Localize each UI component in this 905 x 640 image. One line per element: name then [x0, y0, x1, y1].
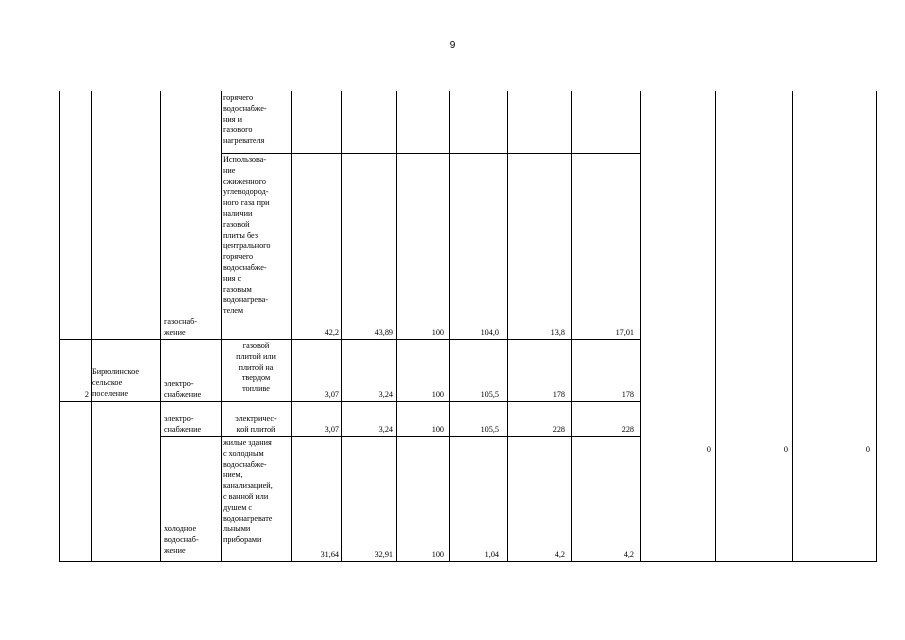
col-border: [91, 91, 92, 562]
value-cell: 4,2: [554, 550, 565, 559]
settlement-cell: Бирюлинское сельское поселение: [92, 367, 139, 398]
value-cell: 228: [552, 425, 565, 434]
value-cell: 100: [431, 390, 444, 399]
col-border: [876, 91, 877, 562]
col-border: [291, 91, 292, 562]
value-cell: 4,2: [623, 550, 634, 559]
row-divider: [160, 436, 640, 437]
right-value-cell: 0: [783, 445, 788, 454]
row-divider: [59, 401, 640, 402]
value-cell: 100: [431, 328, 444, 337]
value-cell: 1,04: [484, 550, 499, 559]
table-bottom-border: [59, 561, 876, 562]
col-border: [571, 91, 572, 562]
value-cell: 3,24: [378, 390, 393, 399]
service-cell: электро- снабжение: [164, 414, 202, 434]
value-cell: 13,8: [550, 328, 565, 337]
row-divider: [221, 153, 640, 154]
value-cell: 43,89: [374, 328, 393, 337]
description-cell: жилые здания с холодным водоснабже- нием, канализацией, с ванной или душем с водонагревате льными приборами: [223, 438, 273, 545]
col-border: [396, 91, 397, 562]
description-cell: газовой плитой или плитой на твердом топливе: [236, 341, 276, 394]
value-cell: 3,07: [324, 425, 339, 434]
service-cell: электро- снабжение: [164, 379, 202, 399]
value-cell: 32,91: [374, 550, 393, 559]
right-value-cell: 0: [706, 445, 711, 454]
col-border: [715, 91, 716, 562]
value-cell: 31,64: [320, 550, 339, 559]
value-cell: 3,24: [378, 425, 393, 434]
value-cell: 42,2: [324, 328, 339, 337]
value-cell: 17,01: [615, 328, 634, 337]
col-border: [59, 91, 60, 562]
service-cell: газоснаб- жение: [164, 317, 198, 337]
value-cell: 178: [552, 390, 565, 399]
value-cell: 228: [621, 425, 634, 434]
value-cell: 104,0: [480, 328, 499, 337]
description-cell: электричес- кой плитой: [235, 414, 277, 434]
value-cell: 3,07: [324, 390, 339, 399]
value-cell: 105,5: [480, 425, 499, 434]
page-number: 9: [449, 40, 456, 51]
col-border: [160, 91, 161, 562]
col-border: [640, 91, 641, 562]
right-value-cell: 0: [865, 445, 870, 454]
description-cell: горячего водоснабже- ния и газового нагревателя: [223, 93, 267, 146]
value-cell: 100: [431, 425, 444, 434]
description-cell: Использова- ние сжиженного углеводород- ного газа при наличии газовой плиты без центрального горячего водоснабже- ния с газовым водонагрева- телем: [223, 155, 271, 316]
value-cell: 178: [621, 390, 634, 399]
row-divider: [59, 339, 640, 340]
value-cell: 105,5: [480, 390, 499, 399]
row-number: 2: [84, 390, 89, 399]
value-cell: 100: [431, 550, 444, 559]
service-cell: холодное водоснаб- жение: [164, 524, 199, 555]
col-border: [792, 91, 793, 562]
col-border: [221, 91, 222, 562]
col-border: [341, 91, 342, 562]
col-border: [507, 91, 508, 562]
col-border: [449, 91, 450, 562]
